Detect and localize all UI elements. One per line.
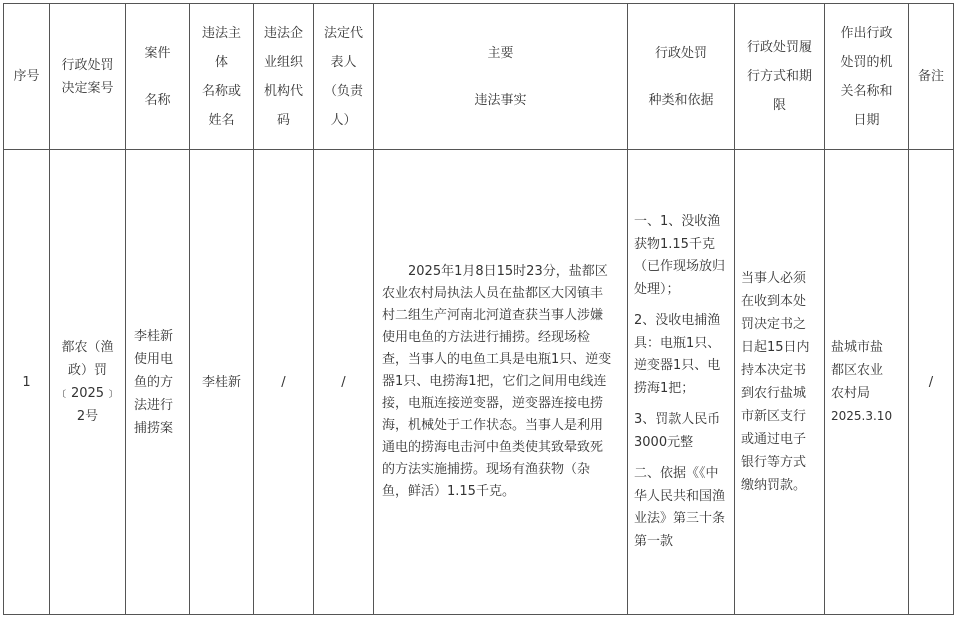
header-facts: 主要 违法事实 — [374, 4, 628, 150]
table-row — [4, 150, 954, 615]
penalty-item: 3、罚款人民币3000元整 — [634, 412, 721, 450]
penalty-item: 二、依据《《中华人民共和国渔业法》第三十条第一款 — [634, 466, 726, 549]
cell-facts: 2025年1月8日15时23分，盐都区农业农村局执法人员在盐都区大冈镇丰村二组生产河南北河道查获当事人涉嫌使用电鱼的方法进行捕捞。经现场检查，当事人的电鱼工具是电瓶1只、逆变器1只、电捞海1把，它们之间用电线连接，电瓶连接逆变器，逆变器连接电捞海，机械处于工作状态。当事人是利用通电的捞海电击河中鱼类使其致晕致死的方法实施捕捞。现场有渔获物（杂鱼，鲜活）1.15千克。 — [374, 150, 628, 615]
header-org-code: 违法企 业组织 机构代 码 — [254, 4, 314, 150]
header-penalty-kind: 行政处罚 种类和依据 — [628, 4, 735, 150]
cell-performance: 当事人必须在收到本处罚决定书之日起15日内持本决定书到农行盐城市新区支行或通过电子银行等方式缴纳罚款。 — [735, 150, 825, 615]
penalty-item: 2、没收电捕渔具：电瓶1只、逆变器1只、电捞海1把； — [634, 313, 721, 396]
header-authority: 作出行政 处罚的机 关名称和 日期 — [825, 4, 909, 150]
cell-org-code: / — [254, 150, 314, 615]
header-subject: 违法主 体 名称或 姓名 — [190, 4, 254, 150]
header-legal-rep: 法定代 表人 （负责 人） — [314, 4, 374, 150]
header-row — [4, 4, 954, 150]
cell-legal-rep: / — [314, 150, 374, 615]
cell-decision-no: 都农（渔 政）罚 ﹝2025﹞ 2号 — [50, 150, 126, 615]
penalty-table — [3, 3, 954, 615]
cell-remarks: / — [909, 150, 954, 615]
header-seq: 序号 — [4, 4, 50, 150]
header-case-name: 案件 名称 — [126, 4, 190, 150]
cell-penalty-kind — [628, 150, 735, 615]
cell-case-name: 李桂新 使用电 鱼的方 法进行 捕捞案 — [126, 150, 190, 615]
header-decision-no: 行政处罚 决定案号 — [50, 4, 126, 150]
cell-subject: 李桂新 — [190, 150, 254, 615]
cell-authority: 盐城市盐 都区农业 农村局 2025.3.10 — [825, 150, 909, 615]
header-remarks: 备注 — [909, 4, 954, 150]
penalty-item: 一、1、没收渔获物1.15千克（已作现场放归处理）； — [634, 214, 726, 297]
header-performance: 行政处罚履 行方式和期 限 — [735, 4, 825, 150]
authority-date: 2025.3.10 — [831, 409, 893, 423]
cell-seq: 1 — [4, 150, 50, 615]
